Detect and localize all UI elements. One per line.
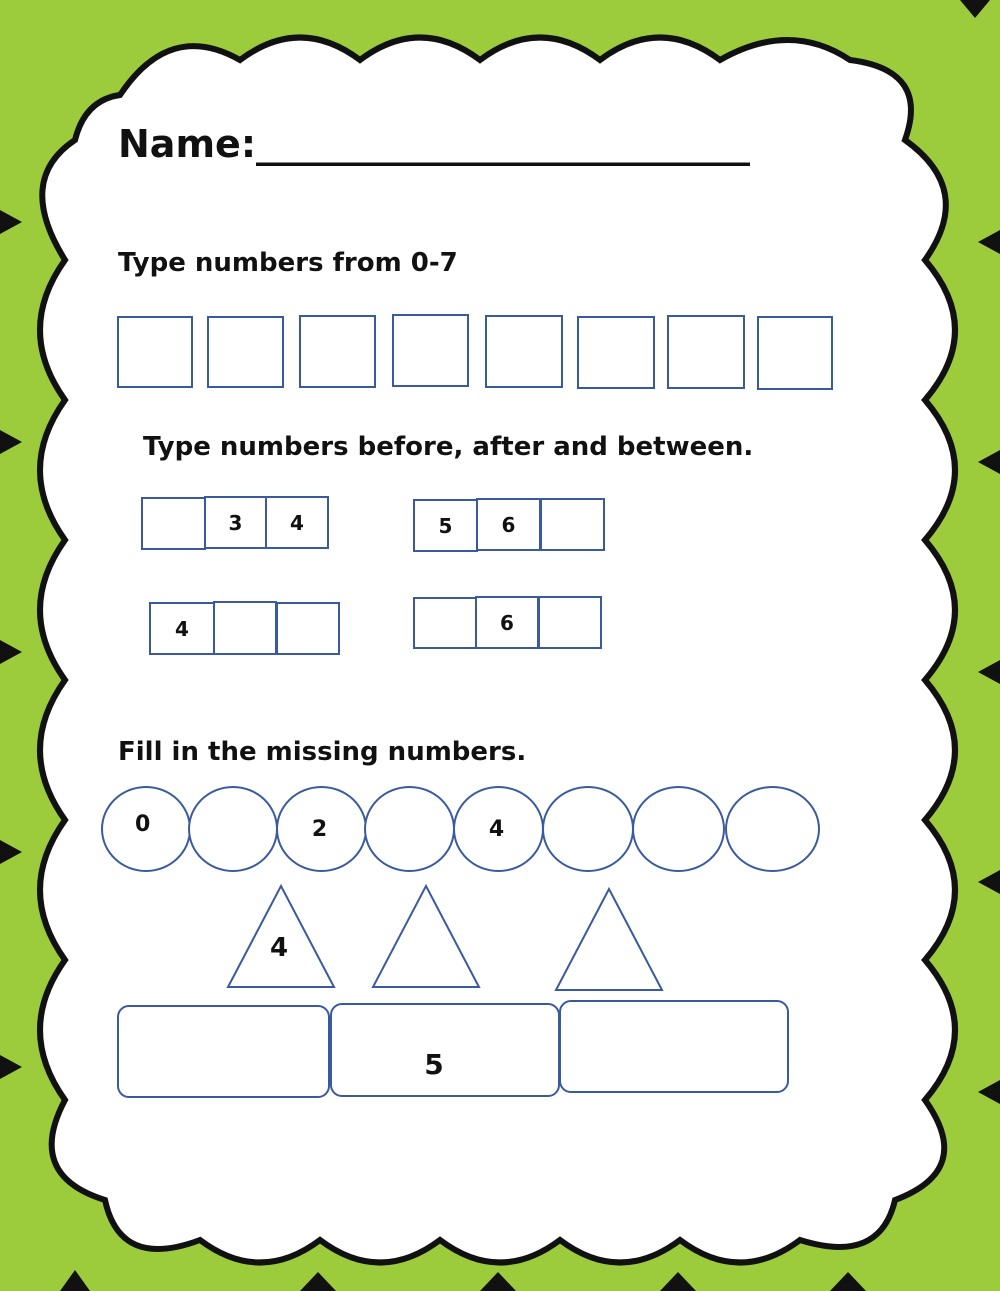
- seq-box: [265, 496, 329, 549]
- seq-box: [476, 498, 541, 551]
- answer-input[interactable]: [544, 788, 632, 870]
- number-circle[interactable]: [542, 786, 634, 872]
- answer-input[interactable]: [540, 598, 600, 647]
- given-number: 3: [228, 510, 243, 535]
- answer-box-2[interactable]: [207, 316, 284, 388]
- given-number: 4: [290, 510, 304, 535]
- number-circle: [101, 786, 191, 872]
- answer-box-5[interactable]: [485, 315, 563, 388]
- number-circle[interactable]: [188, 786, 278, 872]
- number-circle: [276, 786, 367, 872]
- answer-box-4[interactable]: [392, 314, 469, 387]
- section1-title: Type numbers from 0-7: [118, 248, 458, 278]
- answer-input[interactable]: [209, 318, 282, 386]
- answer-box-3[interactable]: [299, 315, 376, 388]
- seq-box[interactable]: [141, 497, 206, 550]
- number-circle[interactable]: [725, 786, 820, 872]
- answer-input[interactable]: [119, 318, 191, 386]
- number-rect-3[interactable]: [559, 1000, 789, 1093]
- given-number: 6: [500, 610, 514, 635]
- answer-input[interactable]: [366, 788, 453, 870]
- seq-box: [475, 596, 539, 649]
- seq-box: [204, 496, 267, 549]
- triangle-3[interactable]: [554, 887, 664, 993]
- seq-box[interactable]: [213, 601, 277, 655]
- given-number: 0: [135, 812, 151, 837]
- answer-input[interactable]: [579, 318, 653, 387]
- answer-box-6[interactable]: [577, 316, 655, 389]
- name-label: [118, 122, 750, 166]
- seq-box[interactable]: [413, 597, 477, 649]
- given-number: 5: [424, 1047, 444, 1081]
- seq-box[interactable]: [540, 498, 605, 551]
- given-number: 2: [311, 816, 328, 842]
- number-circle[interactable]: [364, 786, 455, 872]
- answer-input[interactable]: [394, 316, 467, 385]
- number-circle[interactable]: [632, 786, 725, 872]
- triangle-2[interactable]: [371, 884, 481, 990]
- answer-input[interactable]: [301, 317, 374, 386]
- section3-title: Fill in the missing numbers.: [118, 737, 527, 767]
- number-rect-2: [330, 1003, 560, 1097]
- number-circle: [453, 786, 544, 872]
- given-number: 6: [501, 512, 516, 537]
- given-number: 5: [438, 513, 453, 538]
- answer-box-8[interactable]: [757, 316, 833, 390]
- answer-box-7[interactable]: [667, 315, 745, 389]
- answer-input[interactable]: [542, 500, 603, 549]
- given-number: 4: [488, 816, 505, 842]
- answer-input[interactable]: [190, 788, 276, 870]
- answer-input[interactable]: [634, 788, 723, 870]
- name-label-text: Name:: [118, 122, 257, 166]
- answer-input[interactable]: [669, 317, 743, 387]
- seq-box: [149, 602, 215, 655]
- answer-input[interactable]: [487, 317, 561, 386]
- seq-box: [413, 499, 478, 552]
- answer-input[interactable]: [215, 603, 275, 653]
- answer-input[interactable]: [119, 1007, 328, 1096]
- seq-box[interactable]: [538, 596, 602, 649]
- answer-input[interactable]: [278, 604, 338, 653]
- seq-box[interactable]: [276, 602, 340, 655]
- answer-input[interactable]: [143, 499, 204, 548]
- answer-input[interactable]: [561, 1002, 787, 1091]
- given-number: 4: [175, 616, 189, 641]
- triangle-number: 4: [270, 933, 289, 963]
- section2-title: Type numbers before, after and between.: [143, 432, 754, 462]
- answer-input[interactable]: [759, 318, 831, 388]
- answer-input[interactable]: [727, 788, 818, 870]
- number-rect-1[interactable]: [117, 1005, 330, 1098]
- answer-box-1[interactable]: [117, 316, 193, 388]
- answer-input[interactable]: [415, 599, 475, 647]
- name-line[interactable]: __________________________: [256, 122, 751, 166]
